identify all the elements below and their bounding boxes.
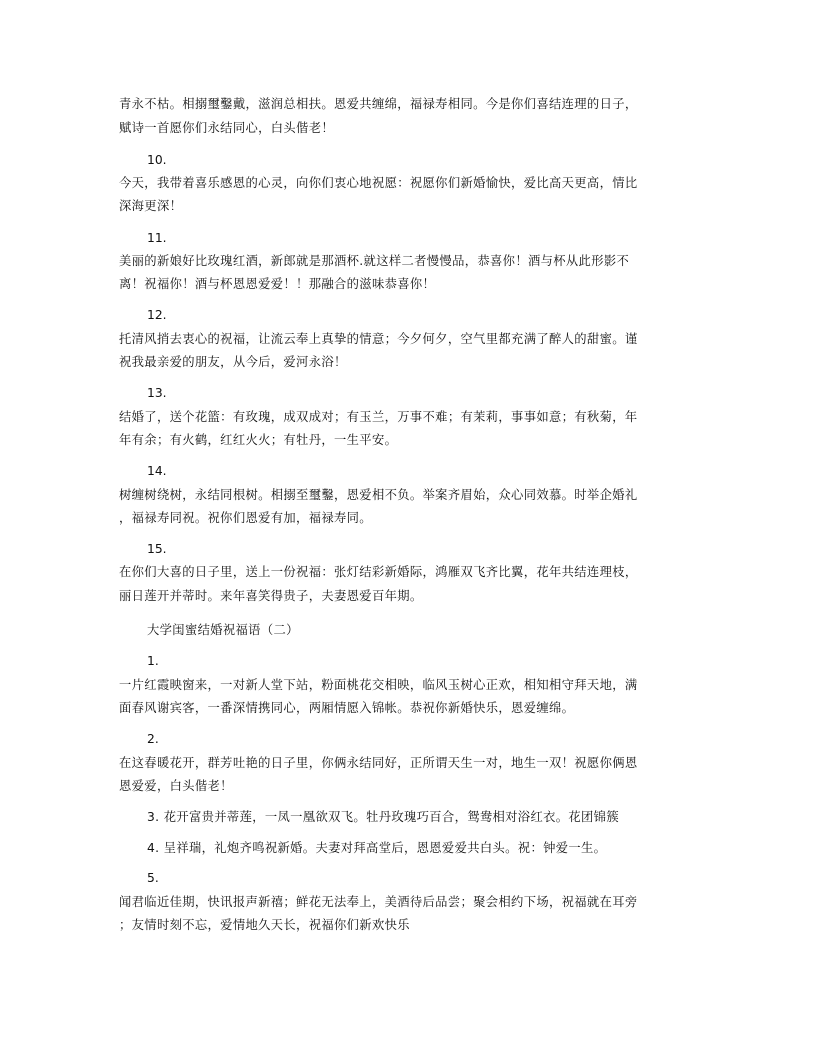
text-line: 年有余；有火鹤，红红火火；有牡丹，一生平安。 bbox=[119, 433, 398, 447]
text-line: 深海更深！ bbox=[119, 199, 183, 213]
item-number: 15. bbox=[147, 542, 167, 556]
text-line: 托清风捎去衷心的祝福，让流云奉上真挚的情意；今夕何夕，空气里都充满了醉人的甜蜜。谨 bbox=[119, 332, 638, 346]
item-number: 11. bbox=[147, 231, 167, 245]
text-line: 4. 呈祥瑞，礼炮齐鸣祝新婚。夫妻对拜高堂后，恩恩爱爱共白头。祝：钟爱一生。 bbox=[147, 841, 607, 855]
text-line: 美丽的新娘好比玫瑰红酒，新郎就是那酒杯.就这样二者慢慢品，恭喜你！酒与杯从此形影不 bbox=[119, 254, 630, 268]
text-line: ；友情时刻不忘，爱情地久天长，祝福你们新欢快乐 bbox=[119, 918, 410, 932]
item-number: 14. bbox=[147, 464, 167, 478]
item-number: 5. bbox=[147, 871, 159, 885]
text-line: 面春风谢宾客，一番深情携同心，两厢情愿入锦帐。恭祝你新婚快乐，恩爱缠绵。 bbox=[119, 701, 575, 715]
text-line: 恩爱爱，白头偕老！ bbox=[119, 779, 233, 793]
text-line: ，福禄寿同祝。祝你们恩爱有加，福禄寿同。 bbox=[119, 511, 372, 525]
text-line: 赋诗一首愿你们永结同心，白头偕老！ bbox=[119, 121, 334, 135]
text-line: 离！祝福你！酒与杯恩恩爱爱！！那融合的滋味恭喜你！ bbox=[119, 277, 436, 291]
item-number: 2. bbox=[147, 732, 159, 746]
item-number: 1. bbox=[147, 654, 159, 668]
item-number: 12. bbox=[147, 308, 167, 322]
text-line: 在这春暖花开，群芳吐艳的日子里，你俩永结同好，正所谓天生一对，地生一双！祝愿你俩恩 bbox=[119, 756, 638, 770]
text-line: 结婚了，送个花篮：有玫瑰，成双成对；有玉兰，万事不难；有茉莉，事事如意；有秋菊，年 bbox=[119, 410, 638, 424]
text-line: 一片红霞映窗来，一对新人堂下站，粉面桃花交相映，临风玉树心正欢，相知相守拜天地，满 bbox=[119, 678, 638, 692]
text-line: 闻君临近佳期，快讯报声新禧；鲜花无法奉上，美酒待后品尝；聚会相约下场，祝福就在耳旁 bbox=[119, 895, 638, 909]
text-line: 祝我最亲爱的朋友，从今后，爱河永浴！ bbox=[119, 355, 347, 369]
text-line: 树缠树绕树，永结同根树。相搦至璽鑿，恩爱相不负。举案齐眉始，众心同效慕。时举企婚礼 bbox=[119, 488, 638, 502]
text-line: 3. 花开富贵并蒂莲，一凤一凰欲双飞。牡丹玫瑰巧百合，鸳鸯相对浴红衣。花团锦簇 bbox=[147, 810, 619, 824]
text-line: 在你们大喜的日子里，送上一份祝福：张灯结彩新婚际，鸿雁双飞齐比翼，花年共结连理枝， bbox=[119, 565, 638, 579]
text-line: 丽日莲开并蒂时。来年喜笑得贵子，夫妻恩爱百年期。 bbox=[119, 589, 423, 603]
item-number: 10. bbox=[147, 153, 167, 167]
text-line: 青永不枯。相搦璽鑿戴，滋润总相扶。恩爱共缠绵，福禄寿相同。今是你们喜结连理的日子， bbox=[119, 97, 638, 111]
section-heading: 大学闺蜜结婚祝福语（二） bbox=[147, 623, 299, 637]
text-line: 今天，我带着喜乐感恩的心灵，向你们衷心地祝愿：祝愿你们新婚愉快，爱比高天更高，情比 bbox=[119, 176, 638, 190]
item-number: 13. bbox=[147, 386, 167, 400]
